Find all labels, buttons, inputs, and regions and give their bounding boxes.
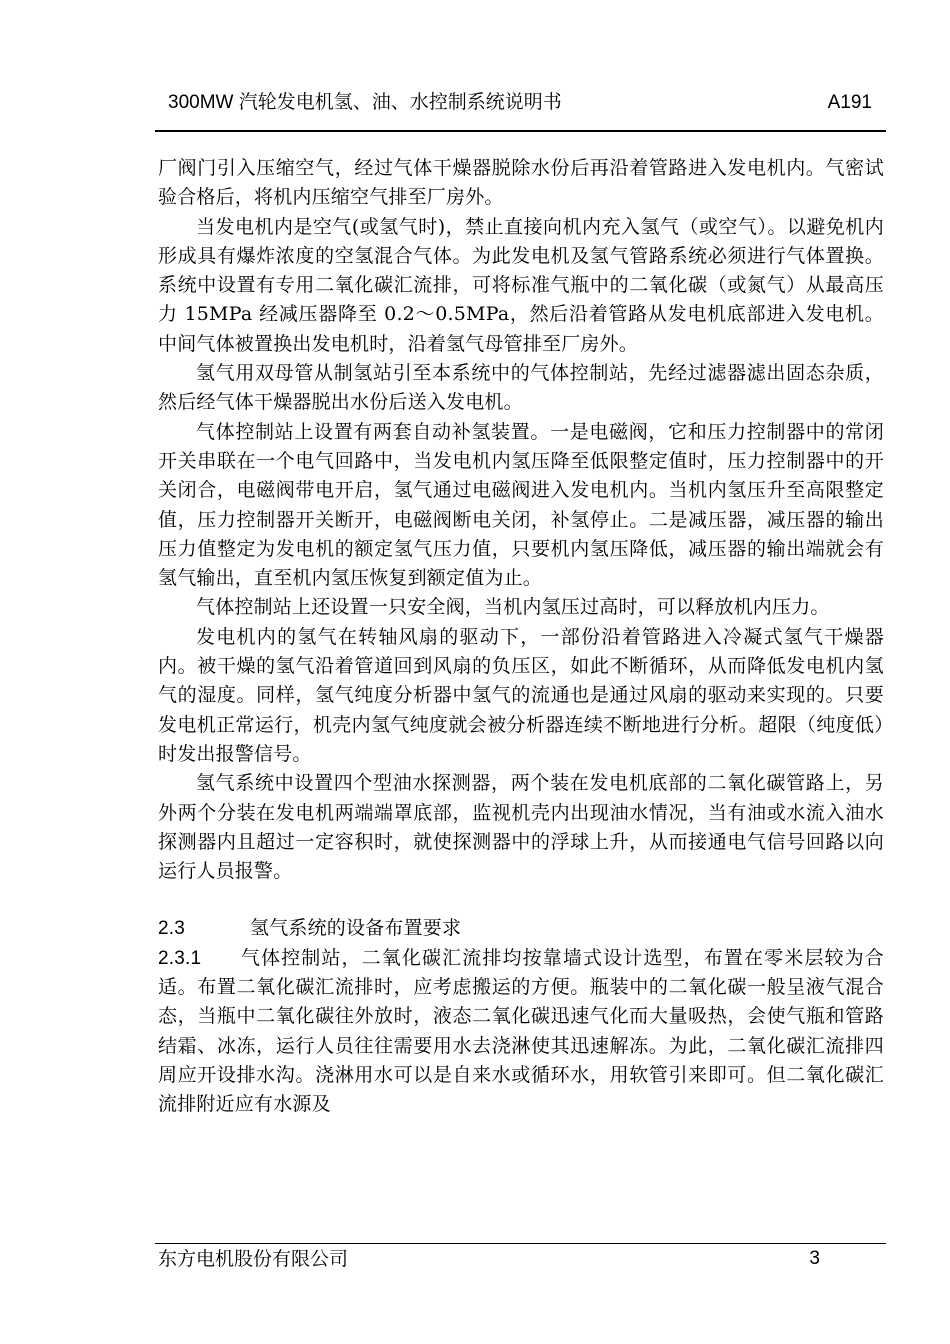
company-name: 东方电机股份有限公司	[158, 1248, 349, 1270]
paragraph: 气体控制站上还设置一只安全阀，当机内氢压过高时，可以释放机内压力。	[196, 596, 830, 619]
section-number: 2.3	[158, 918, 186, 940]
footer-rule	[155, 1243, 886, 1244]
paragraph: 厂阀门引入压缩空气，经过气体干燥器脱除水份后再沿着管路进入发电机内。气密试验合格后，将机内压缩空气排至厂房外。	[158, 157, 884, 209]
page-footer	[158, 1246, 820, 1272]
paragraph: 当发电机内是空气(或氢气时)，禁止直接向机内充入氢气（或空气）。以避免机内形成具有爆炸浓度的空氢混合气体。为此发电机及氢气管路系统必须进行气体置换。系统中设置有专用二氧化碳汇流排，可将标准气瓶中的二氧化碳（或氮气）从最高压力 15MPa 经减压器降至 0.2～0.5MPa，然后沿着管路从发电机底部进入发电机。中间气体被置换出发电机时，沿着氢气母管排至厂房外。	[158, 215, 884, 355]
document-code: A191	[827, 92, 872, 113]
paragraph: 氢气系统中设置四个型油水探测器，两个装在发电机底部的二氧化碳管路上，另外两个分装在发电机两端端罩底部，监视机壳内出现油水情况，当有油或水流入油水探测器内且超过一定容积时，就使探测器中的浮球上升，从而接通电气信号回路以向运行人员报警。	[158, 772, 884, 883]
header-rule	[155, 130, 886, 132]
paragraph: 发电机内的氢气在转轴风扇的驱动下，一部份沿着管路进入冷凝式氢气干燥器内。被干燥的氢气沿着管道回到风扇的负压区，如此不断循环，从而降低发电机内氢气的湿度。同样，氢气纯度分析器中氢气的流通也是通过风扇的驱动来实现的。只要发电机正常运行，机壳内氢气纯度就会被分析器连续不断地进行分析。超限（纯度低）时发出报警信号。	[158, 625, 884, 765]
page-number: 3	[809, 1248, 820, 1269]
section-heading	[158, 914, 884, 943]
paragraph: 气体控制站上设置有两套自动补氢装置。一是电磁阀，它和压力控制器中的常闭开关串联在一个电气回路中，当发电机内氢压降至低限整定值时，压力控制器中的开关闭合，电磁阀带电开启，氢气通过电磁阀进入发电机内。当机内氢压升至高限整定值，压力控制器开关断开，电磁阀断电关闭，补氢停止。二是减压器，减压器的输出压力值整定为发电机的额定氢气压力值，只要机内氢压降低，减压器的输出端就会有氢气输出，直至机内氢压恢复到额定值为止。	[158, 420, 884, 590]
subsection-text: 气体控制站，二氧化碳汇流排均按靠墙式设计选型，布置在零米层较为合适。布置二氧化碳汇流排时，应考虑搬运的方便。瓶装中的二氧化碳一般呈液气混合态，当瓶中二氧化碳往外放时，液态二氧化碳迅速气化而大量吸热，会使气瓶和管路结霜、冰冻，运行人员往往需要用水去浇淋使其迅速解冻。为此，二氧化碳汇流排四周应开设排水沟。浇淋用水可以是自来水或循环水，用软管引来即可。但二氧化碳汇流排附近应有水源及	[158, 946, 884, 1116]
section-title: 氢气系统的设备布置要求	[250, 917, 462, 940]
subsection-number: 2.3.1	[158, 947, 202, 969]
paragraph: 氢气用双母管从制氢站引至本系统中的气体控制站，先经过滤器滤出固态杂质，然后经气体干燥器脱出水份后送入发电机。	[158, 362, 884, 414]
subsection-paragraph	[158, 944, 884, 1120]
document-title: 300MW 汽轮发电机氢、油、水控制系统说明书	[168, 92, 562, 113]
page-body	[158, 154, 884, 1120]
page-header	[168, 90, 872, 116]
